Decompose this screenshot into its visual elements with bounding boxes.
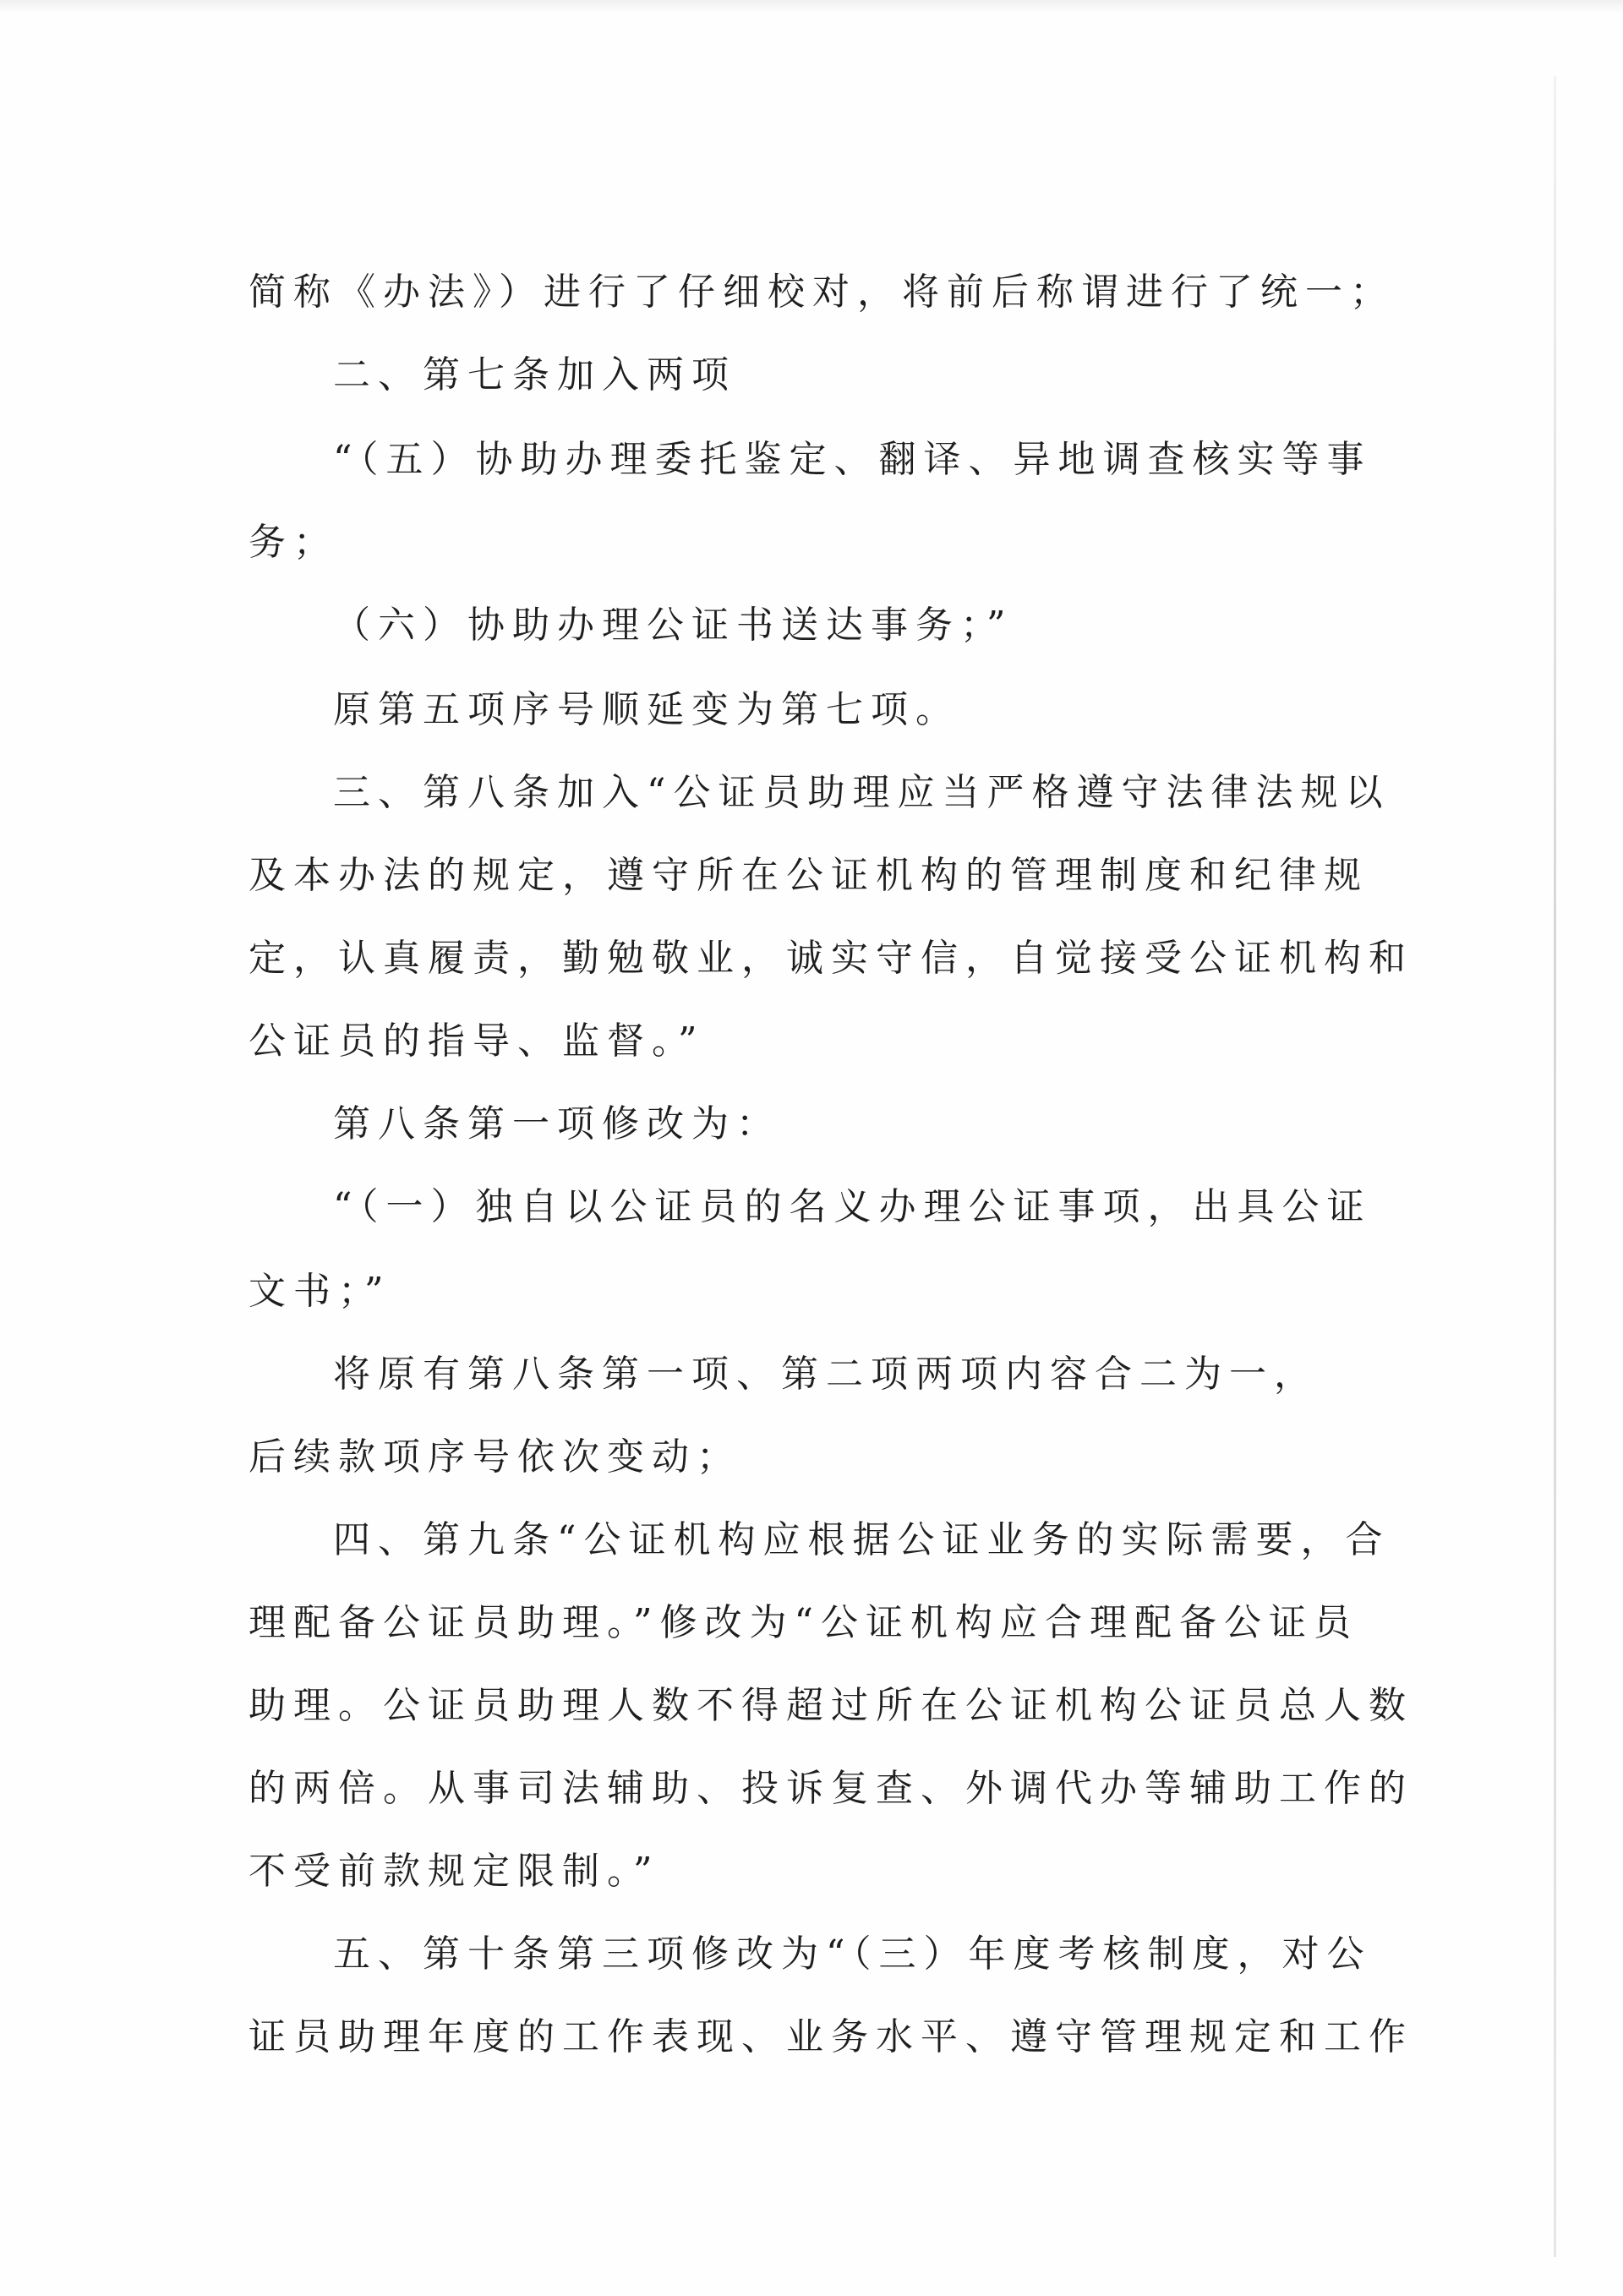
text-line: 简称《办法》）进行了仔细校对，将前后称谓进行了统一； xyxy=(249,271,1395,314)
text-line: 助理。公证员助理人数不得超过所在公证机构公证员总人数 xyxy=(249,1684,1413,1727)
text-line: 不受前款规定限制。” xyxy=(249,1850,660,1893)
text-line: 证员助理年度的工作表现、业务水平、遵守管理规定和工作 xyxy=(249,2015,1413,2058)
text-line: 务； xyxy=(249,521,338,564)
text-line: 五、第十条第三项修改为“（三）年度考核制度，对公 xyxy=(333,1932,1372,1976)
text-line: 理配备公证员助理。”修改为“公证机构应合理配备公证员 xyxy=(249,1601,1358,1644)
text-line: （六）协助办理公证书送达事务；” xyxy=(333,604,1014,647)
text-line: 后续款项序号依次变动； xyxy=(249,1435,741,1479)
text-line: 三、第八条加入“公证员助理应当严格遵守法律法规以 xyxy=(333,771,1391,814)
text-line: “（五）协助办理委托鉴定、翻译、异地调查核实等事 xyxy=(333,438,1372,481)
text-line: 四、第九条“公证机构应根据公证业务的实际需要，合 xyxy=(333,1518,1391,1561)
text-line: 将原有第八条第一项、第二项两项内容合二为一， xyxy=(333,1353,1319,1396)
text-line: 及本办法的规定，遵守所在公证机构的管理制度和纪律规 xyxy=(249,854,1369,897)
text-line: 文书；” xyxy=(249,1270,391,1313)
text-line: 二、第七条加入两项 xyxy=(333,353,736,396)
text-line: 第八条第一项修改为： xyxy=(333,1102,781,1145)
text-line: 原第五项序号顺延变为第七项。 xyxy=(333,688,960,731)
text-line: “（一）独自以公证员的名义办理公证事项，出具公证 xyxy=(333,1185,1372,1228)
text-line: 的两倍。从事司法辅助、投诉复查、外调代办等辅助工作的 xyxy=(249,1767,1413,1810)
text-line: 定，认真履责，勤勉敬业，诚实守信，自觉接受公证机构和 xyxy=(249,937,1413,980)
scan-right-edge xyxy=(1554,76,1556,2257)
text-line: 公证员的指导、监督。” xyxy=(249,1020,705,1063)
scan-top-edge xyxy=(0,0,1623,14)
